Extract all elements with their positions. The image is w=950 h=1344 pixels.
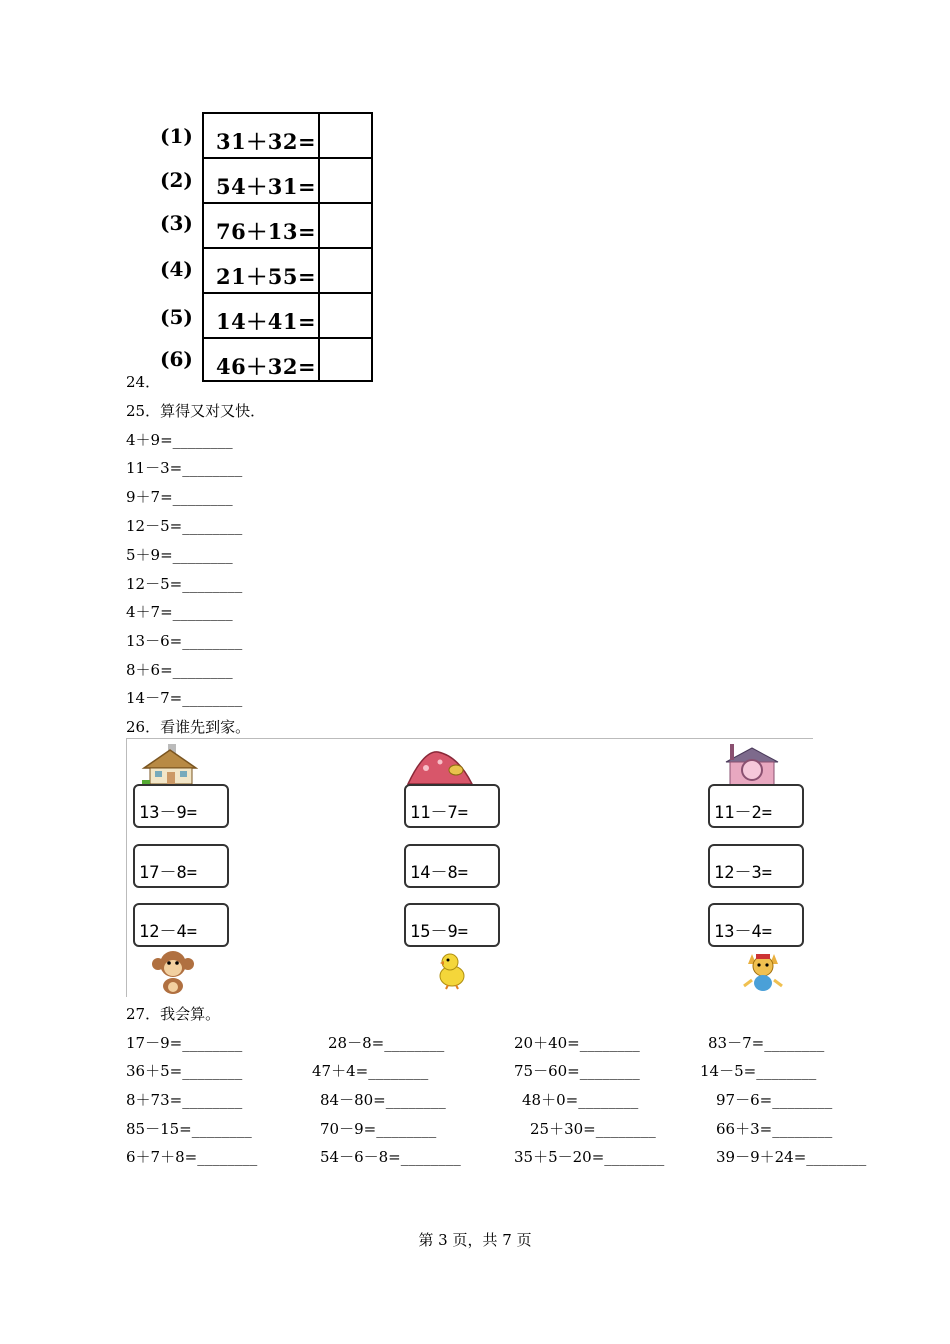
q25-item: 11－3=________ [126,459,243,477]
table-row: 46＋32= [216,354,317,379]
q26-box: 12－4= [133,903,229,947]
chick-icon [434,950,470,990]
table-row: 31＋32= [204,114,371,159]
question-26-title: 26．看谁先到家。 [126,718,251,736]
label-1: (1) [160,124,193,148]
q26-box: 17－8= [133,844,229,888]
q27-item: 85－15=________ [126,1120,252,1138]
q27-item: 25＋30=________ [530,1120,656,1138]
q27-item: 97－6=________ [716,1091,833,1109]
q27-item: 6＋7＋8=________ [126,1148,258,1166]
q27-item: 70－9=________ [320,1120,437,1138]
q25-item: 12－5=________ [126,517,243,535]
table-row: 54＋31= [204,159,371,204]
q27-item: 28－8=________ [328,1034,445,1052]
q25-item: 14－7=________ [126,689,243,707]
q27-item: 17－9=________ [126,1034,243,1052]
label-5: (5) [160,305,193,329]
cat-icon [742,950,784,994]
q27-item: 66＋3=________ [716,1120,833,1138]
q26-box: 12－3= [708,844,804,888]
q26-box: 13－9= [133,784,229,828]
q27-item: 20＋40=________ [514,1034,640,1052]
q26-box: 11－2= [708,784,804,828]
q27-item: 84－80=________ [320,1091,446,1109]
q25-item: 12－5=________ [126,575,243,593]
label-4: (4) [160,257,193,281]
q25-item: 9＋7=________ [126,488,233,506]
table-row: 76＋13= [204,204,371,249]
question-24: 24． [126,373,161,391]
q25-item: 4＋9=________ [126,431,233,449]
mushroom-house-icon [404,748,476,786]
monkey-icon [150,948,196,994]
q27-item: 54－6－8=________ [320,1148,461,1166]
q27-item: 14－5=________ [700,1062,817,1080]
q27-item: 36＋5=________ [126,1062,243,1080]
q26-box: 11－7= [404,784,500,828]
table-row: 14＋41= [204,294,371,339]
addition-table [202,112,373,382]
q25-item: 13－6=________ [126,632,243,650]
q27-item: 48＋0=________ [522,1091,639,1109]
q27-item: 8＋73=________ [126,1091,243,1109]
q27-item: 35＋5－20=________ [514,1148,665,1166]
house-icon [140,742,198,786]
q27-item: 39－9＋24=________ [716,1148,867,1166]
house-round-window-icon [724,744,780,786]
question-25-title: 25．算得又对又快． [126,402,266,420]
q25-item: 5＋9=________ [126,546,233,564]
q27-item: 83－7=________ [708,1034,825,1052]
page-footer: 第 3 页，共 7 页 [418,1231,532,1249]
q25-item: 8＋6=________ [126,661,233,679]
q27-item: 47＋4=________ [312,1062,429,1080]
q27-item: 75－60=________ [514,1062,640,1080]
label-2: (2) [160,168,193,192]
q26-box: 14－8= [404,844,500,888]
q25-item: 4＋7=________ [126,603,233,621]
q26-box: 15－9= [404,903,500,947]
label-3: (3) [160,211,193,235]
label-6: (6) [160,347,193,371]
question-27-title: 27．我会算。 [126,1005,221,1023]
table-row: 21＋55= [204,249,371,294]
q26-box: 13－4= [708,903,804,947]
